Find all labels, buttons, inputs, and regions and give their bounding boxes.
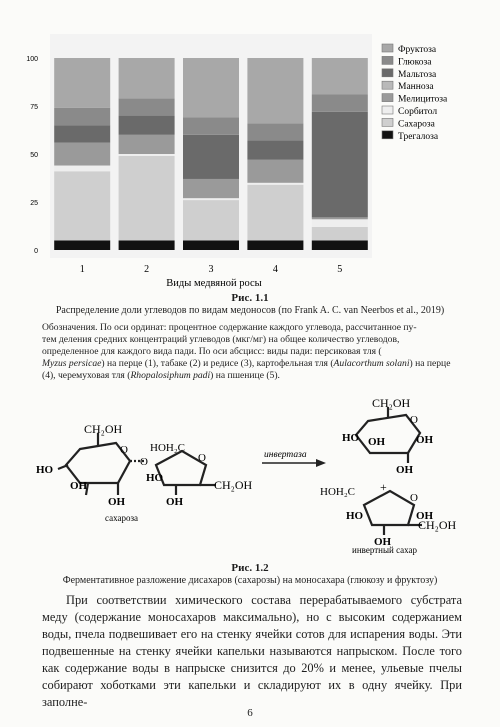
- x-tick-label: 4: [272, 264, 278, 275]
- glucose-product-oh-1: OH: [368, 436, 386, 448]
- note-line-1: Обозначения. По оси ординат: процентное содержание каждого углевода, рассчитанное пу-: [42, 322, 417, 333]
- bar-segment-4-1: [247, 240, 303, 250]
- glucose-oh-label-1: OH: [70, 480, 88, 492]
- x-tick-label: 1: [79, 264, 85, 275]
- bar-segment-2-2: [119, 156, 175, 240]
- x-tick-label: 3: [208, 264, 214, 275]
- fructose-product-ch2oh: CH₂OH: [418, 518, 457, 532]
- bar-segment-2-7: [119, 98, 175, 115]
- legend-swatch: [382, 94, 393, 102]
- bar-segment-2-3: [119, 154, 175, 156]
- fructose-hoh2c-label: HOH₂C: [150, 442, 186, 454]
- enzyme-label: инвертаза: [264, 450, 307, 460]
- fructose-product-o: O: [410, 492, 418, 504]
- bars-group: [54, 58, 368, 250]
- legend-label: Трегалоза: [398, 131, 439, 142]
- fructose-product-ho: HO: [346, 510, 364, 522]
- glycosidic-o: O: [140, 456, 148, 468]
- legend-label: Сорбитол: [398, 107, 438, 117]
- fructose-product-oh-2: OH: [416, 510, 434, 522]
- legend-label: Глюкоза: [398, 57, 432, 68]
- bar-segment-2-4: [119, 135, 175, 154]
- glucose-ho-label: HO: [36, 464, 54, 476]
- bar-segment-1-3: [54, 166, 110, 172]
- fructose-ring-o: O: [198, 452, 206, 464]
- note-line-5-text: (4), черемуховая тля (: [42, 370, 131, 381]
- bar-segment-1-8: [54, 58, 110, 108]
- fructose-ho-label: HO: [146, 472, 164, 484]
- bar-segment-5-8: [312, 58, 368, 94]
- bar-segment-3-1: [183, 240, 239, 250]
- legend-swatch: [382, 56, 393, 64]
- bar-segment-2-1: [119, 240, 175, 250]
- note-line-3: [42, 346, 462, 358]
- bar-segment-3-7: [183, 118, 239, 135]
- y-tick-label: 50: [30, 152, 38, 159]
- plus-sign: +: [380, 480, 387, 494]
- note-line-3-text: определенное для каждого вида пади. По оси абсцисс: виды пади: персиковая тля (: [42, 346, 382, 357]
- body-paragraph-text: При соответствии химического состава перерабатываемого субстрата меду (содержание моносахаров максимально), но с высоким содержанием воды, пчела подвешивает его на стенку ячейки сотов для испарения воды. Эти подвешенные на стенку ячейки капельки называются напрыском. После того как содержание воды в напрыске снизится до 20% и менее, ульевые пчелы собирают хоботками эти капельки и складируют их в одну ячейку. При заполне-: [42, 593, 462, 709]
- carbohydrate-stacked-bar-chart: [0, 0, 500, 290]
- bar-segment-4-4: [247, 160, 303, 183]
- glucose-product-oh-2: OH: [416, 434, 434, 446]
- legend-label: Манноза: [398, 82, 434, 93]
- x-tick-label: 2: [144, 264, 150, 275]
- fructose-product-oh-1: OH: [374, 536, 392, 548]
- bar-segment-5-6: [312, 112, 368, 218]
- fructose-ch2oh-label: CH₂OH: [214, 478, 253, 492]
- x-tick-label: 5: [337, 264, 343, 275]
- y-tick-label: 25: [30, 200, 38, 207]
- figure1-title: Рис. 1.1: [231, 292, 269, 304]
- species-aulacorthum: Aulacorthum solani: [333, 358, 410, 369]
- species-rhopalosiphum: Rhopalosiphum padi: [130, 370, 211, 381]
- bar-segment-4-8: [247, 58, 303, 123]
- y-tick-label: 100: [26, 56, 38, 63]
- bar-segment-5-4: [312, 217, 368, 219]
- x-axis-label: Виды медвяной росы: [166, 278, 262, 289]
- glucose-oh-label-2: OH: [108, 496, 126, 508]
- figure1-caption: Распределение доли углеводов по видам медоносов (по Frank A. C. van Neerbos et al., 2019): [55, 305, 445, 316]
- legend-label: Сахароза: [398, 119, 435, 130]
- figure2-caption: Ферментативное разложение дисахаров (сахарозы) на моносахара (глюкозу и фруктозу): [62, 575, 438, 586]
- page-number: 6: [247, 707, 253, 719]
- sucrose-label: сахароза: [105, 513, 139, 523]
- bar-segment-3-2: [183, 200, 239, 240]
- legend-swatch: [382, 69, 393, 77]
- glucose-product-ho: HO: [342, 432, 360, 444]
- legend-swatch: [382, 106, 393, 114]
- bar-segment-5-2: [312, 227, 368, 240]
- bar-segment-1-7: [54, 108, 110, 125]
- chart-legend: [382, 44, 448, 142]
- bar-segment-1-4: [54, 142, 110, 165]
- sucrose-fructose-ring: [156, 451, 216, 495]
- bar-segment-5-7: [312, 94, 368, 111]
- glucose-ring-o: O: [120, 444, 128, 456]
- glucose-product-o: O: [410, 414, 418, 426]
- bar-segment-4-7: [247, 123, 303, 140]
- bar-segment-5-3: [312, 219, 368, 227]
- note-line-2: тем деления средних концентраций углеводов (мкг/мг) на общее количество углеводов,: [42, 334, 400, 345]
- bar-segment-1-2: [54, 171, 110, 240]
- bar-segment-3-6: [183, 135, 239, 179]
- y-tick-label: 0: [34, 248, 38, 255]
- figure2-title: Рис. 1.2: [231, 562, 269, 574]
- legend-label: Фруктоза: [398, 45, 437, 55]
- note-line-4: [42, 358, 462, 370]
- fructose-product-hoh2c: HOH₂C: [320, 486, 356, 498]
- bar-segment-5-1: [312, 240, 368, 250]
- legend-swatch: [382, 44, 393, 52]
- y-tick-label: 75: [30, 104, 38, 111]
- sucrose-hydrolysis-scheme: [0, 395, 500, 555]
- glucose-ch2oh-label: CH₂OH: [84, 422, 123, 436]
- legend-label: Мальтоза: [398, 69, 437, 80]
- bar-segment-2-6: [119, 116, 175, 135]
- invert-sugar-label: инвертный сахар: [352, 545, 418, 555]
- fructose-oh-label: OH: [166, 496, 184, 508]
- note-line-5-tail: ) на пшенице (5).: [210, 370, 280, 381]
- glucose-product-oh-3: OH: [396, 464, 414, 476]
- x-axis-ticks: [80, 264, 343, 275]
- bar-segment-4-6: [247, 141, 303, 160]
- bar-segment-4-2: [247, 185, 303, 241]
- note-line-4-tail: ) на перце: [409, 358, 451, 369]
- bar-segment-3-3: [183, 198, 239, 200]
- legend-swatch: [382, 118, 393, 126]
- y-axis-ticks: [26, 56, 38, 255]
- legend-label: Мелицитоза: [398, 94, 448, 105]
- bar-segment-1-6: [54, 125, 110, 142]
- bar-segment-1-1: [54, 240, 110, 250]
- arrow-head-icon: [316, 459, 326, 467]
- note-line-5: [42, 370, 462, 382]
- figure1-note: [42, 322, 462, 382]
- body-paragraph: [42, 592, 462, 711]
- legend-swatch: [382, 131, 393, 139]
- bar-segment-3-4: [183, 179, 239, 198]
- bar-segment-3-8: [183, 58, 239, 118]
- legend-swatch: [382, 81, 393, 89]
- bar-segment-2-8: [119, 58, 175, 98]
- glucose-product-ch2oh: CH₂OH: [372, 396, 411, 410]
- note-line-4-text: ) на перце (1), табаке (2) и редисе (3), картофельная тля (: [101, 358, 334, 369]
- bar-segment-4-3: [247, 183, 303, 185]
- species-myzus: Myzus persicae: [42, 358, 102, 369]
